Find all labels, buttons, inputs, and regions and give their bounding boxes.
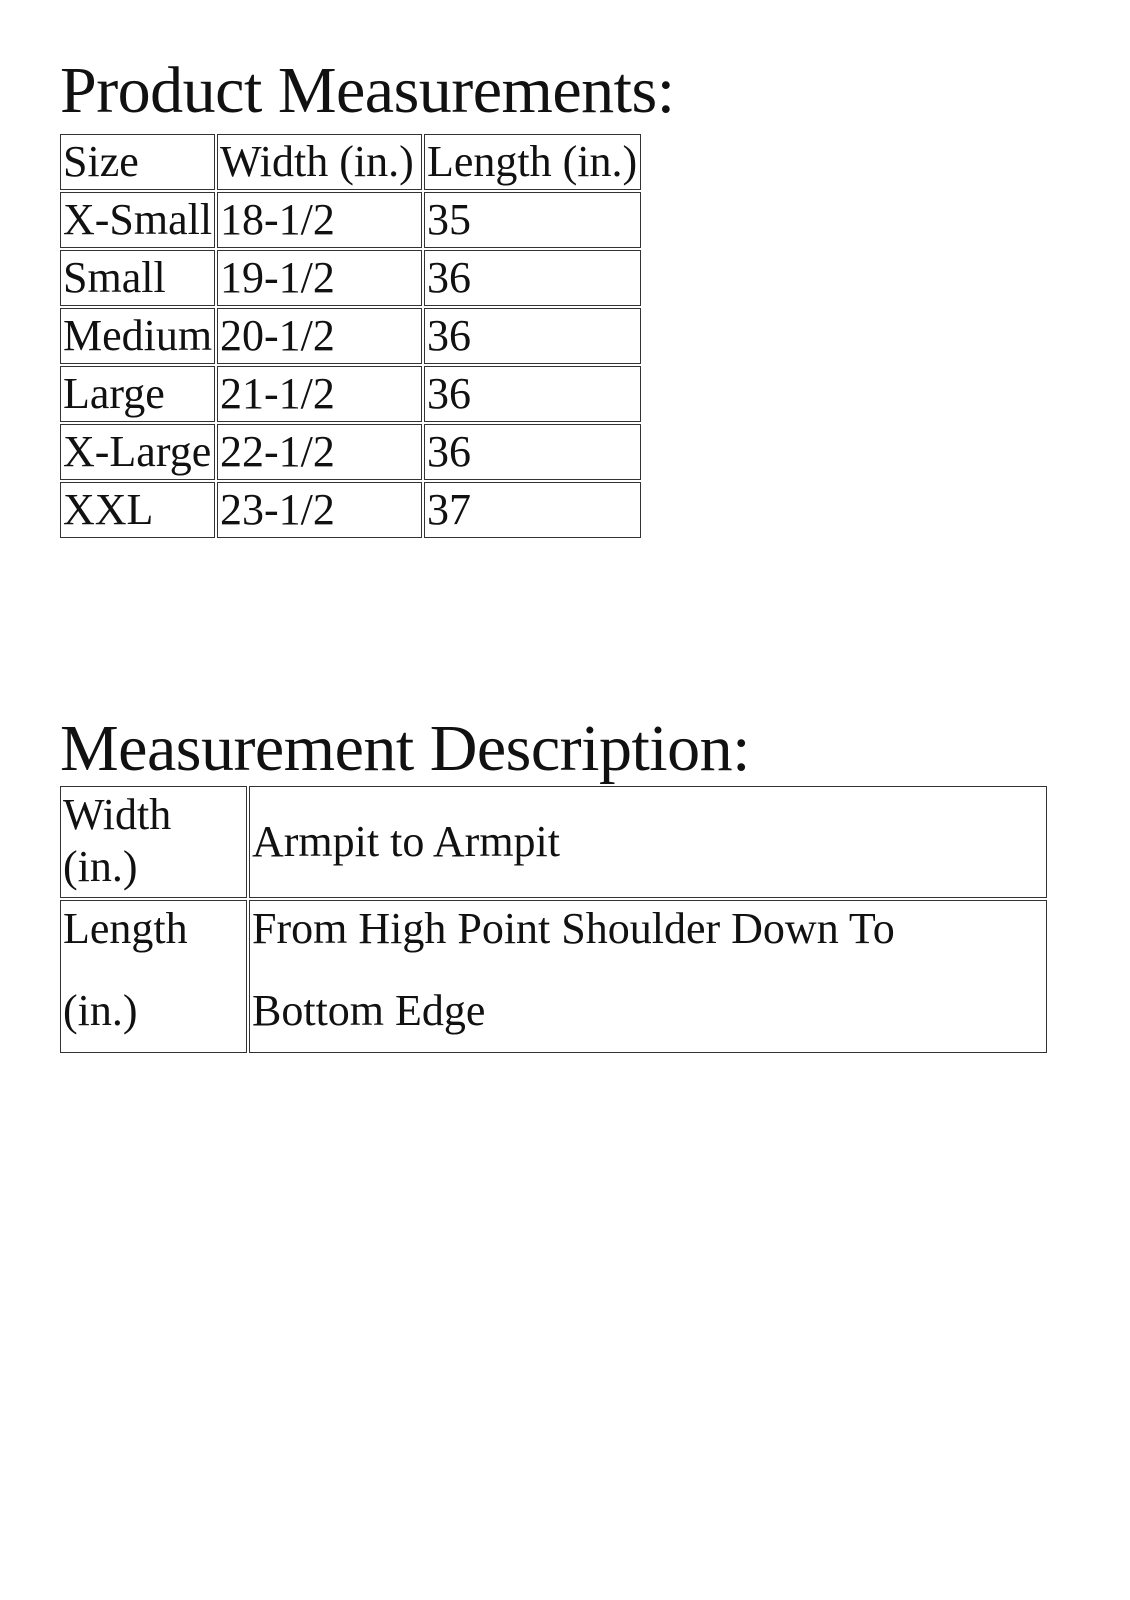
measurement-description-title: Measurement Description: — [60, 712, 750, 785]
length-cell: 36 — [424, 424, 641, 480]
length-cell: 36 — [424, 250, 641, 306]
table-row — [60, 366, 641, 422]
table-row — [60, 424, 641, 480]
description-line: Bottom Edge — [252, 986, 486, 1035]
description-text-cell — [249, 786, 1047, 898]
header-cell-size: Size — [60, 134, 215, 190]
table-row — [60, 308, 641, 364]
size-cell: Medium — [60, 308, 215, 364]
table-row — [60, 482, 641, 538]
header-cell-width: Width (in.) — [217, 134, 422, 190]
length-cell: 35 — [424, 192, 641, 248]
size-cell: Small — [60, 250, 215, 306]
description-label-cell — [60, 786, 247, 898]
product-measurements-title: Product Measurements: — [60, 54, 675, 127]
width-cell: 22-1/2 — [217, 424, 422, 480]
header-cell-length: Length (in.) — [424, 134, 641, 190]
label-line: (in.) — [63, 842, 138, 891]
table-row — [60, 192, 641, 248]
size-chart-table — [58, 132, 643, 540]
label-line: Length — [63, 904, 188, 953]
label-line: Width — [63, 790, 172, 839]
description-line: From High Point Shoulder Down To — [252, 904, 895, 953]
width-cell: 20-1/2 — [217, 308, 422, 364]
measurement-description-table — [58, 784, 1049, 1055]
length-cell: 37 — [424, 482, 641, 538]
table-row — [60, 900, 1047, 1053]
length-cell: 36 — [424, 366, 641, 422]
description-text-cell — [249, 900, 1047, 1053]
size-cell: X-Small — [60, 192, 215, 248]
width-cell: 21-1/2 — [217, 366, 422, 422]
table-header-row — [60, 134, 641, 190]
width-cell: 23-1/2 — [217, 482, 422, 538]
width-cell: 18-1/2 — [217, 192, 422, 248]
size-cell: XXL — [60, 482, 215, 538]
description-label-cell — [60, 900, 247, 1053]
description-line: Armpit to Armpit — [252, 817, 560, 866]
width-cell: 19-1/2 — [217, 250, 422, 306]
label-line: (in.) — [63, 986, 138, 1035]
table-row — [60, 250, 641, 306]
length-cell: 36 — [424, 308, 641, 364]
size-cell: X-Large — [60, 424, 215, 480]
table-row — [60, 786, 1047, 898]
size-cell: Large — [60, 366, 215, 422]
